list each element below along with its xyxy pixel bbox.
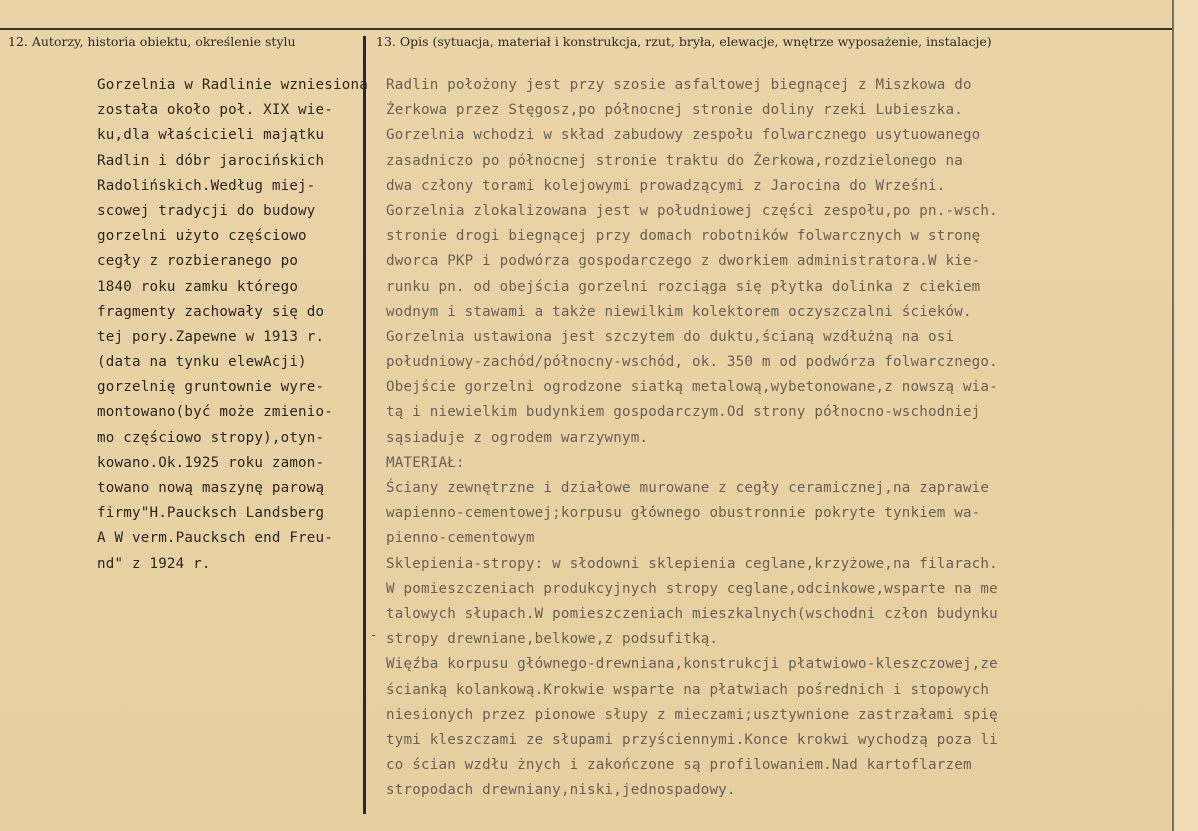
history-text (97, 73, 368, 577)
text-line: Gorzelnia zlokalizowana jest w południowej części zespołu,po pn.-wsch. (386, 202, 998, 219)
section-13-header: 13. Opis (sytuacja, materiał i konstrukcja, rzut, bryła, elewacje, wnętrze wyposażenie, instalacje) (376, 34, 992, 49)
text-line: talowych słupach.W pomieszczeniach mieszkalnych(wschodni człon budynku (386, 605, 998, 622)
text-line: ścianką kolankową.Krokwie wsparte na płatwiach pośrednich i stopowych (386, 681, 990, 698)
text-line: Ściany zewnętrzne i działowe murowane z cegły ceramicznej,na zaprawie (386, 480, 990, 496)
text-line: stronie drogi biegnącej przy domach robotników folwarcznych w stronę (386, 228, 981, 245)
text-line: cegły z rozbieranego po (97, 253, 299, 270)
text-line: stropy drewniane,belkowe,z podsufitką. (386, 631, 719, 648)
text-line: towano nową maszynę parową (97, 480, 325, 496)
text-line: scowej tradycji do budowy (97, 202, 316, 219)
text-line: gorzelnię gruntownie wyre- (97, 379, 325, 396)
text-line: ku,dla właścicieli majątku (97, 127, 325, 144)
text-line: montowano(być może zmienio- (97, 404, 334, 421)
text-line: Gorzelnia ustawiona jest szczytem do duktu,ścianą wzdłużną na osi (386, 328, 955, 345)
text-line: A W verm.Paucksch end Freu- (97, 530, 334, 547)
text-line: Sklepienia-stropy: w słodowni sklepienia ceglane,krzyżowe,na filarach. (386, 555, 998, 572)
text-line: W pomieszczeniach produkcyjnych stropy ceglane,odcinkowe,wsparte na me (386, 580, 998, 597)
text-line: wodnym i stawami a także niewilkim kolektorem oczyszczalni ścieków. (386, 303, 972, 320)
text-line: MATERIAŁ: (386, 454, 465, 471)
text-line: 1840 roku zamku którego (97, 278, 299, 295)
text-line: gorzelni użyto częściowo (97, 228, 307, 245)
text-line: tej pory.Zapewne w 1913 r. (97, 328, 325, 345)
text-line: Żerkowa przez Stęgosz,po północnej stronie doliny rzeki Lubieszka. (386, 102, 963, 119)
text-line: Gorzelnia w Radlinie wzniesiona (97, 77, 368, 93)
text-line: Radolińskich.Według miej- (97, 177, 316, 194)
text-line: Gorzelnia wchodzi w skład zabudowy zespołu folwarcznego usytuowanego (386, 127, 981, 144)
text-line: (data na tynku elewAcji) (97, 354, 307, 371)
text-line: niesionych przez pionowe słupy z mieczami;usztywnione zastrzałami spię (386, 706, 998, 723)
text-line: tymi kleszczami ze słupami przyściennymi.Konce krokwi wychodzą poza li (386, 731, 998, 748)
margin-mark: - (370, 628, 378, 642)
text-line: pienno-cementowym (386, 530, 535, 547)
text-line: stropodach drewniany,niski,jednospadowy. (386, 782, 736, 799)
text-line: firmy"H.Paucksch Landsberg (97, 505, 325, 522)
text-line: południowy-zachód/północny-wschód, ok. 350 m od podwórza folwarcznego. (386, 354, 998, 371)
right-margin-strip (1174, 0, 1198, 831)
text-line: fragmenty zachowały się do (97, 303, 325, 320)
text-line: dwa człony torami kolejowymi prowadzącymi z Jarocina do Wrześni. (386, 177, 946, 194)
section-12-header: 12. Autorzy, historia obiektu, określenie stylu (8, 34, 296, 49)
top-rule (0, 28, 1172, 30)
text-line: tą i niewielkim budynkiem gospodarczym.Od strony północno-wschodniej (386, 404, 981, 421)
text-line: runku pn. od obejścia gorzelni rozciąga się płytka dolinka z ciekiem (386, 278, 981, 295)
text-line: Więźba korpusu głównego-drewniana,konstrukcji płatwiowo-kleszczowej,ze (386, 656, 998, 673)
text-line: Radlin położony jest przy szosie asfaltowej biegnącej z Miszkowa do (386, 77, 972, 93)
text-line: sąsiaduje z ogrodem warzywnym. (386, 429, 649, 446)
text-line: nd" z 1924 r. (97, 555, 211, 572)
text-line: co ścian wzdłu żnych i zakończone są profilowaniem.Nad kartoflarzem (386, 757, 972, 774)
text-line: Obejście gorzelni ogrodzone siatką metalową,wybetonowane,z nowszą wia- (386, 379, 998, 396)
text-line: Radlin i dóbr jarocińskich (97, 152, 325, 169)
text-line: dworca PKP i podwórza gospodarczego z dworkiem administratora.W kie- (386, 253, 981, 270)
text-line: kowano.Ok.1925 roku zamon- (97, 454, 325, 471)
text-line: zasadniczo po północnej stronie traktu do Żerkowa,rozdzielonego na (386, 152, 963, 169)
description-text (386, 73, 998, 803)
text-line: wapienno-cementowej;korpusu głównego obustronnie pokryte tynkiem wa- (386, 505, 981, 522)
text-line: została około poł. XIX wie- (97, 102, 334, 119)
text-line: mo częściowo stropy),otyn- (97, 429, 325, 446)
